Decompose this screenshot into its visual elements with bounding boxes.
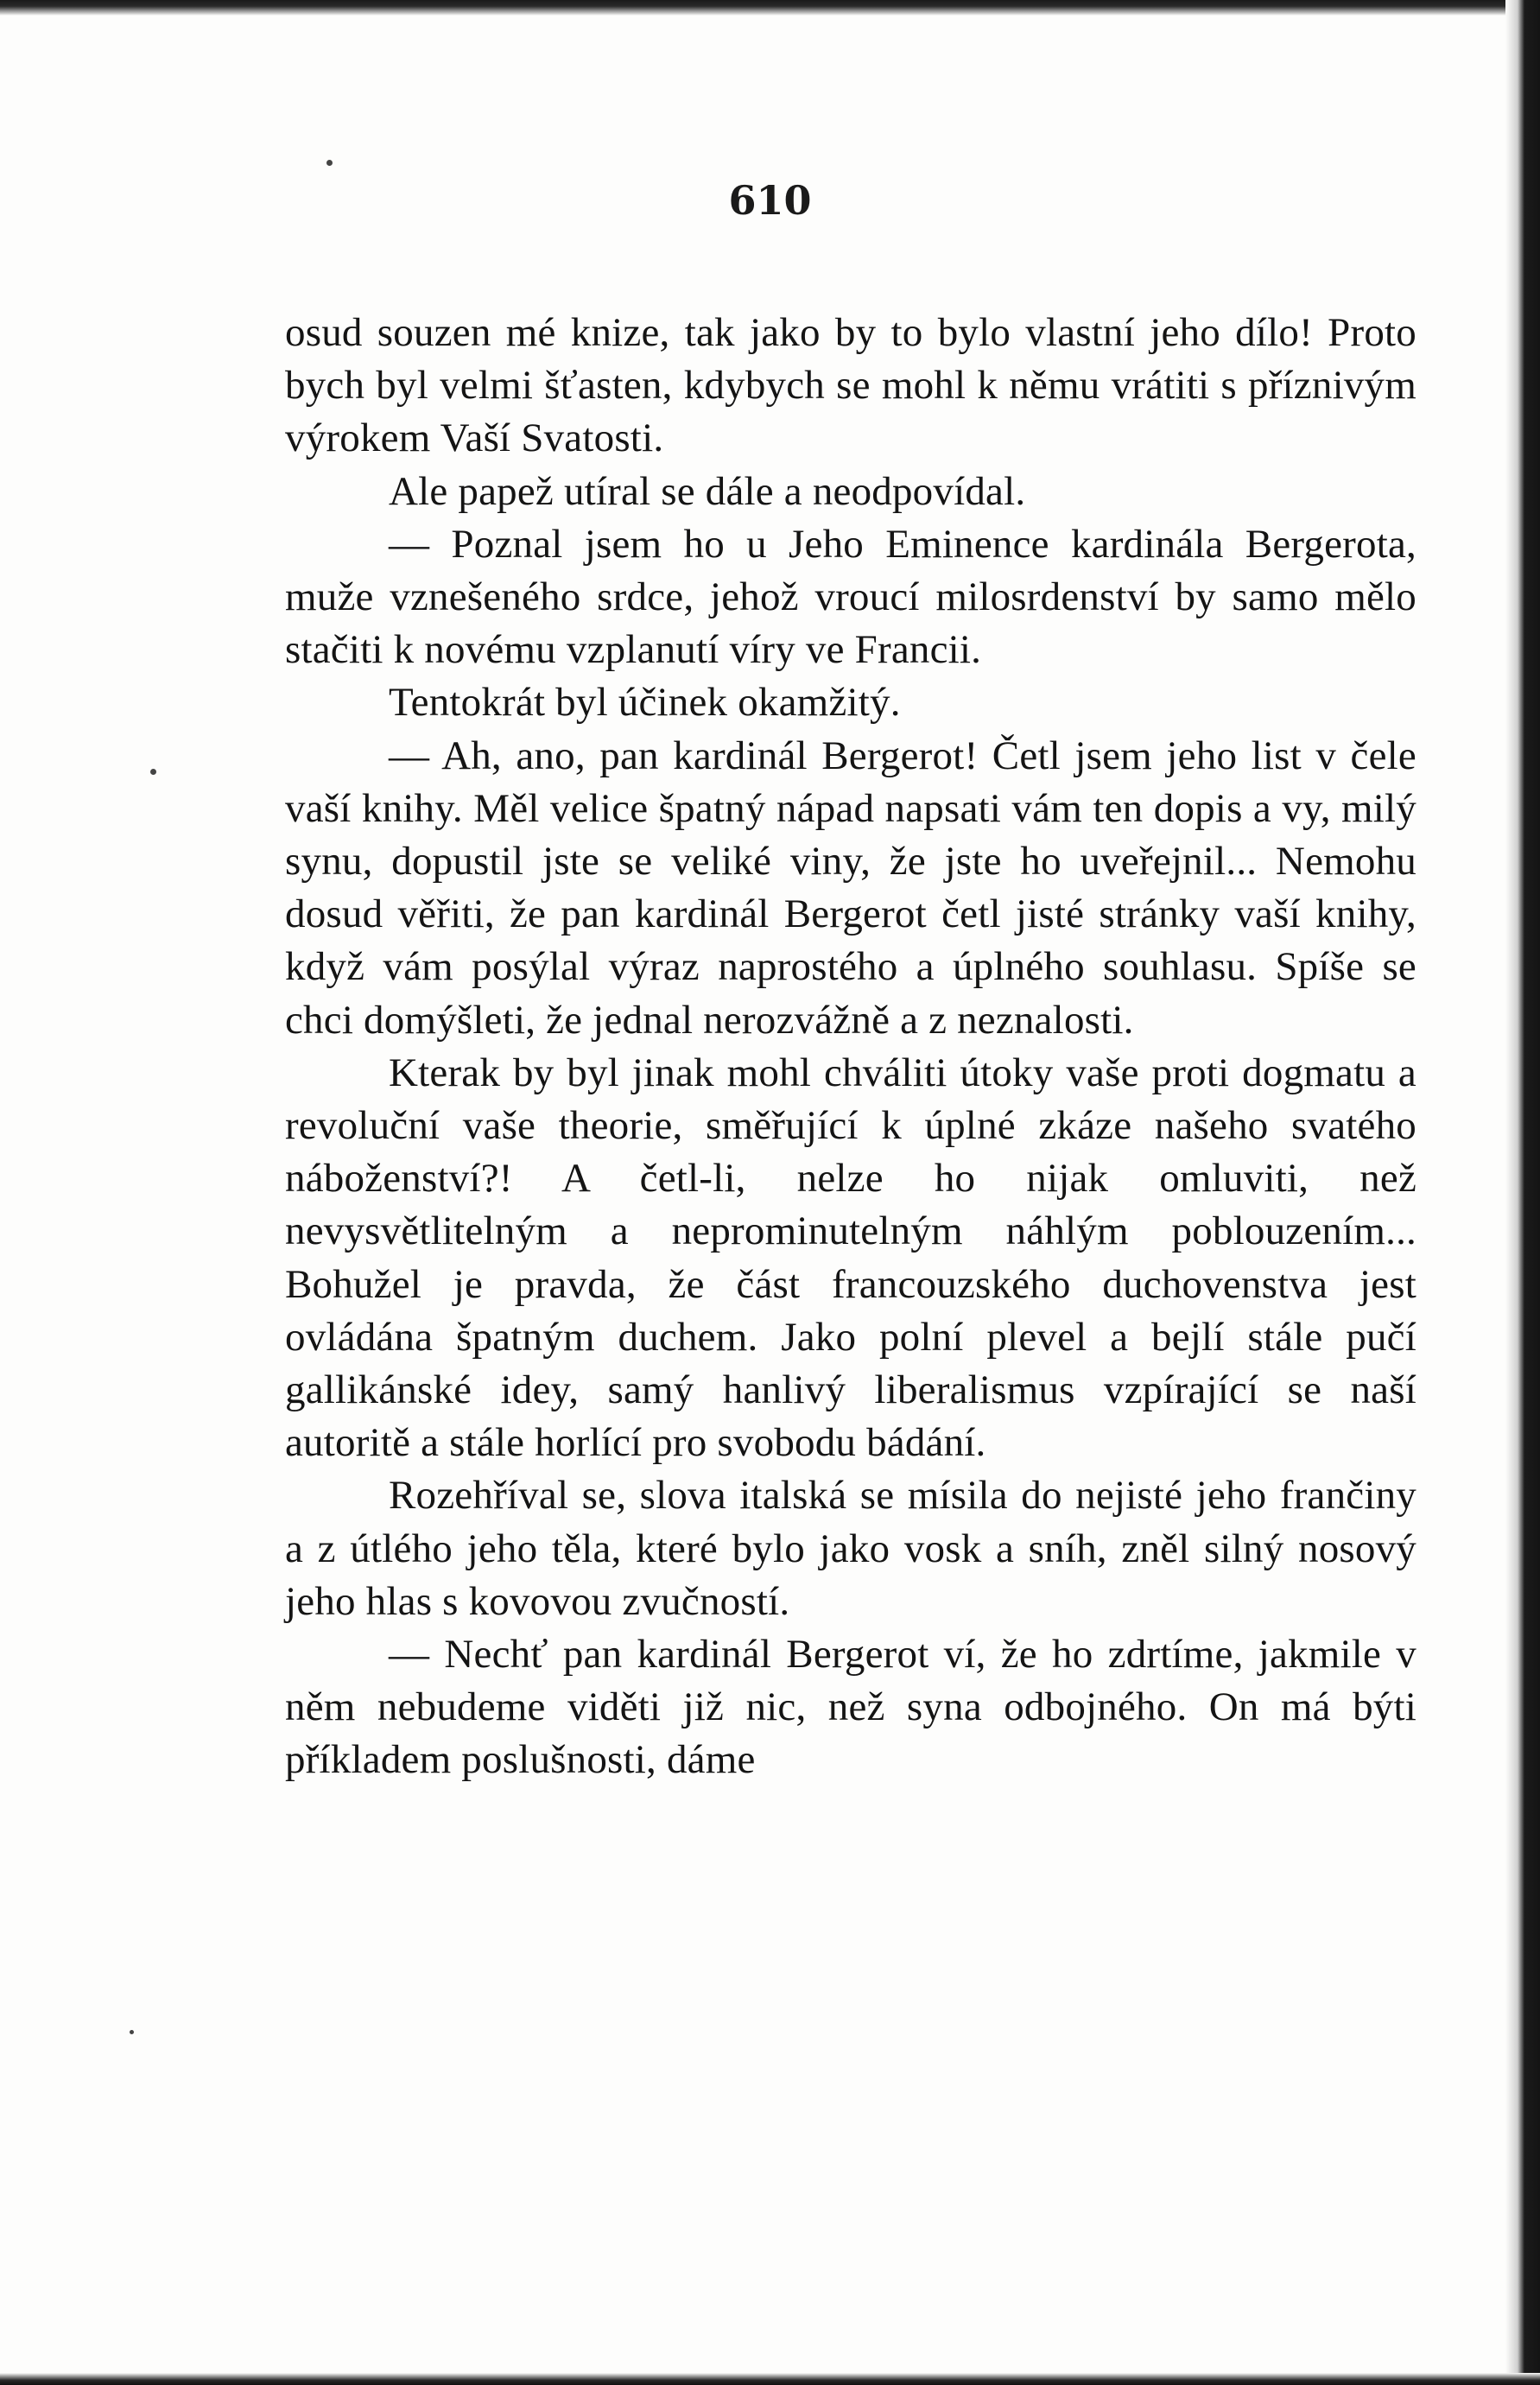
page-number: 610	[728, 177, 812, 224]
paragraph: Rozehříval se, slova italská se mísila do nejisté jeho frančiny a z útlého jeho těla, které bylo jako vosk a sníh, zněl silný nosový jeho hlas s kovovou zvučností.	[285, 1473, 1416, 1624]
paragraph: — Poznal jsem ho u Jeho Eminence kardinála Bergerota, muže vznešeného srdce, jehož vroucí milosrdenství by samo mělo stačiti k novému vzplanutí víry ve Francii.	[285, 521, 1416, 673]
dust-speck	[150, 769, 156, 775]
paragraph: Kterak by byl jinak mohl chváliti útoky vaše proti dogmatu a revoluční vaše theorie, směřující k úplné zkáze našeho svatého náboženství?! A četl-li, nelze ho nijak omluviti, než nevysvětlitelným a neprominutelným náhlým poblouzením... Bohužel je pravda, že část francouzského duchovenstva jest ovládána špatným duchem. Jako polní plevel a bejlí stále pučí gallikánské idey, samý hanlivý liberalismus vzpírající se naší autoritě a stále horlící pro svobodu bádání.	[285, 1050, 1416, 1466]
scan-edge-right	[1505, 0, 1540, 2385]
paragraph: — Nechť pan kardinál Bergerot ví, že ho zdrtíme, jakmile v něm nebudeme viděti již nic, než syna odbojného. On má býti příkladem poslušnosti, dáme	[285, 1632, 1416, 1783]
body-text	[285, 307, 1416, 1787]
scan-edge-top	[0, 0, 1540, 16]
dust-speck	[326, 160, 333, 166]
dust-speck	[130, 2030, 134, 2034]
paragraph: osud souzen mé knize, tak jako by to bylo vlastní jeho dílo! Proto bych byl velmi šťasten, kdybych se mohl k němu vrátiti s příznivým výrokem Vaší Svatosti.	[285, 310, 1416, 461]
scan-edge-bottom	[0, 2373, 1540, 2385]
paragraph: — Ah, ano, pan kardinál Bergerot! Četl jsem jeho list v čele vaší knihy. Měl velice špatný nápad napsati vám ten dopis a vy, milý synu, dopustil jste se veliké viny, že jste ho uveřejnil... Nemohu dosud věřiti, že pan kardinál Bergerot četl jisté stránky vaší knihy, když vám posýlal výraz naprostého a úplného souhlasu. Spíše se chci domýšleti, že jednal nerozvážně a z neznalosti.	[285, 733, 1416, 1043]
paragraph: Tentokrát byl účinek okamžitý.	[389, 680, 901, 726]
paragraph: Ale papež utíral se dále a neodpovídal.	[389, 468, 1026, 514]
